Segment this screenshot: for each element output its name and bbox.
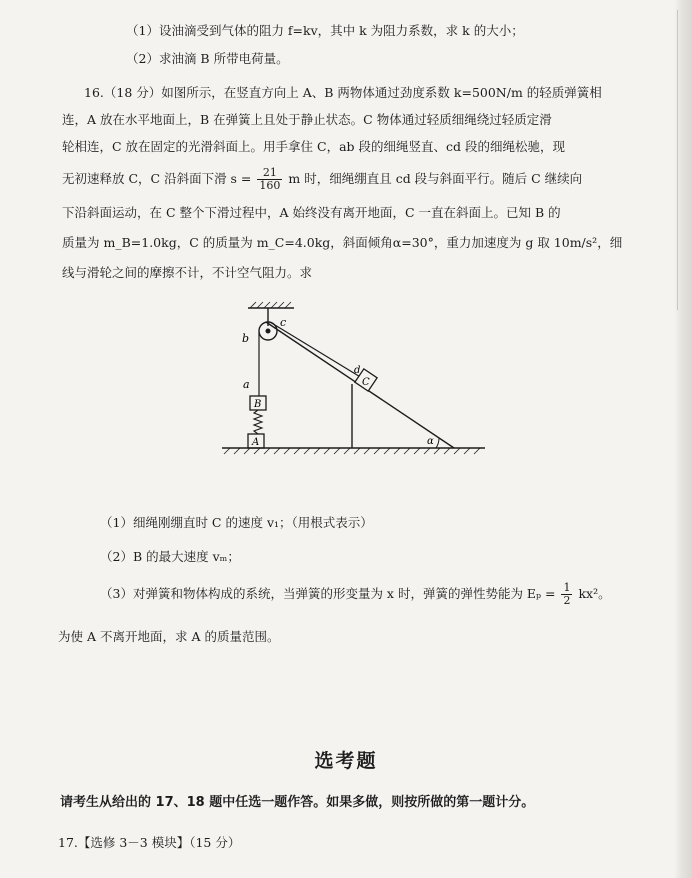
ceiling-hatch	[250, 302, 291, 308]
q16-line-4	[62, 167, 582, 192]
rope-cd	[270, 322, 362, 378]
q15-part2: （2）求油滴 B 所带电荷量。	[126, 51, 289, 66]
pulley-axle	[266, 329, 271, 334]
q16-sub2: （2）B 的最大速度 vₘ；	[100, 549, 240, 564]
label-alpha: α	[427, 436, 434, 447]
label-C: C	[362, 377, 370, 388]
distance-fraction	[257, 167, 282, 192]
label-A: A	[252, 437, 260, 448]
label-c: c	[280, 316, 287, 329]
q16-sub1: （1）细绳刚绷直时 C 的速度 v₁；（用根式表示）	[100, 515, 373, 530]
angle-arc	[436, 438, 439, 448]
q17-title: 17.【选修 3－3 模块】（15 分）	[58, 835, 241, 850]
section-heading: 选考题	[314, 750, 378, 772]
q16-sub3-line2: 为使 A 不离开地面，求 A 的质量范围。	[58, 629, 280, 644]
q16-sub3-pre: （3）对弹簧和物体构成的系统，当弹簧的形变量为 x 时，弹簧的弹性势能为 Eₚ =	[100, 586, 556, 601]
label-d: d	[354, 365, 361, 376]
fraction-numerator: 21	[257, 167, 282, 180]
label-B: B	[254, 399, 262, 410]
half-fraction	[561, 582, 572, 607]
page-edge-line	[677, 10, 678, 310]
q16-line-1: 16.（18 分）如图所示，在竖直方向上 A、B 两物体通过劲度系数 k=500N/m 的轻质弹簧相	[84, 85, 602, 100]
q16-line-4-post: m 时，细绳绷直且 cd 段与斜面平行。随后 C 继续向	[288, 171, 583, 186]
ground-hatch	[224, 448, 480, 454]
q16-line-3: 轮相连，C 放在固定的光滑斜面上。用手拿住 C，ab 段的细绳竖直、cd 段的细绳松驰，现	[62, 139, 565, 154]
q16-sub3	[100, 582, 611, 607]
spring	[254, 410, 262, 434]
q16-line-2: 连，A 放在水平地面上，B 在弹簧上且处于静止状态。C 物体通过轻质细绳绕过轻质定滑	[62, 112, 552, 127]
half-numerator: 1	[563, 581, 571, 594]
q16-line-5: 下沿斜面运动，在 C 整个下滑过程中，A 始终没有离开地面，C 一直在斜面上。已知 B 的	[62, 205, 561, 220]
fraction-denominator: 160	[259, 179, 281, 192]
label-b: b	[242, 332, 250, 345]
q16-line-4-pre: 无初速释放 C，C 沿斜面下滑 s =	[62, 171, 252, 186]
q16-sub3-post: kx²。	[578, 586, 611, 601]
half-denominator: 2	[563, 594, 571, 607]
q15-part1: （1）设油滴受到气体的阻力 f=kv，其中 k 为阻力系数，求 k 的大小；	[126, 23, 524, 38]
q16-line-6: 质量为 m_B=1.0kg，C 的质量为 m_C=4.0kg，斜面倾角α=30°，重力加速度为 g 取 10m/s²，细	[62, 235, 623, 250]
instruction-text: 请考生从给出的 17、18 题中任选一题作答。如果多做，则按所做的第一题计分。	[60, 795, 535, 810]
physics-diagram	[210, 292, 500, 464]
label-a: a	[243, 378, 250, 391]
q16-line-7: 线与滑轮之间的摩擦不计，不计空气阻力。求	[62, 265, 313, 280]
